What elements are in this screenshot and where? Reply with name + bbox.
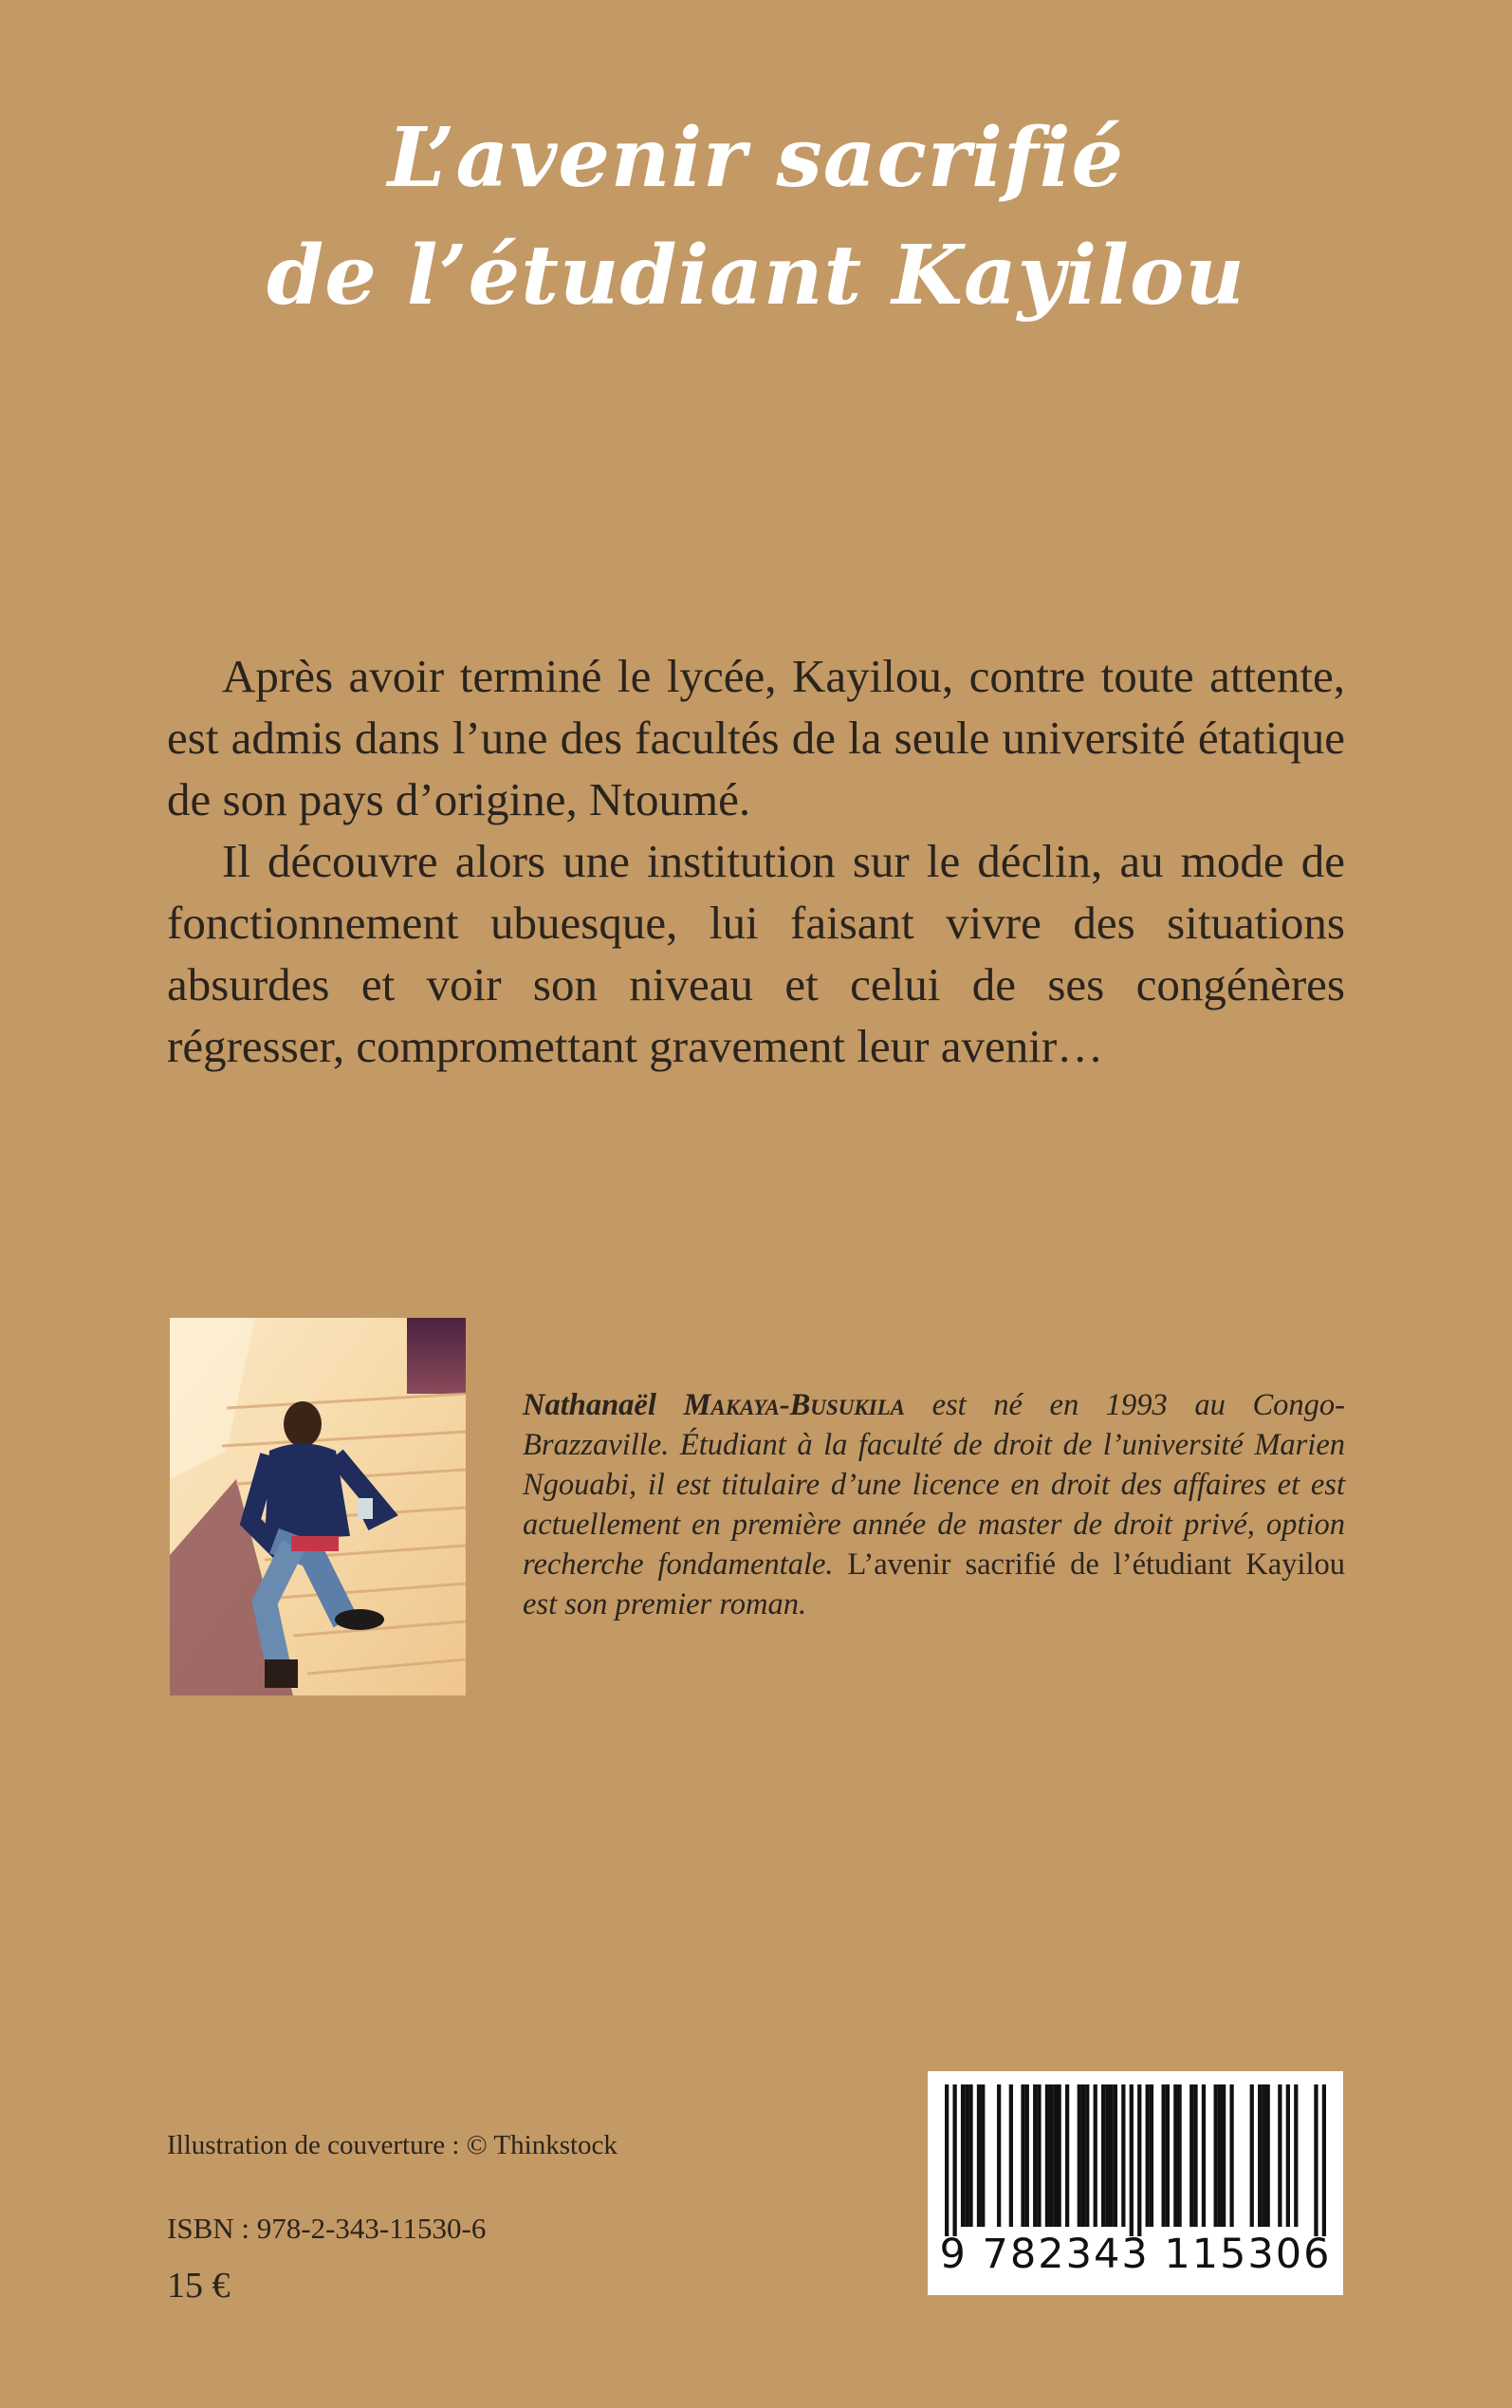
author-last-name: Makaya-Busukila (683, 1388, 905, 1422)
barcode-bar (1009, 2084, 1013, 2227)
barcode-bar (1078, 2084, 1081, 2227)
barcode-bar (1214, 2084, 1218, 2227)
barcode-bar (1137, 2084, 1141, 2236)
summary-paragraph-1: Après avoir terminé le lycée, Kayilou, contre toute attente, est admis dans l’une des facultés de la seule université étatique de son pays d’origine, Ntoumé. (167, 650, 1345, 825)
barcode-bar (1049, 2084, 1053, 2227)
barcode-bar (1193, 2084, 1197, 2227)
barcode-bar (1114, 2084, 1117, 2227)
barcode-bar (1085, 2084, 1089, 2227)
barcode-bar (1065, 2084, 1069, 2227)
barcode-bar (1322, 2084, 1326, 2236)
barcode-bar (1266, 2084, 1270, 2227)
barcode-bar (1105, 2084, 1109, 2227)
barcode-bar (1177, 2084, 1181, 2227)
barcode-bar (1202, 2084, 1206, 2227)
barcode-bar (1057, 2084, 1060, 2227)
barcode-bar (1025, 2084, 1029, 2227)
barcode-bar (1130, 2084, 1134, 2236)
barcode-bar (1021, 2084, 1024, 2227)
barcode-bar (1166, 2084, 1170, 2227)
barcode-bar (1229, 2084, 1233, 2227)
barcode-bar (1250, 2084, 1254, 2227)
barcode-bar (1045, 2084, 1049, 2227)
book-title-line-2: de l’étudiant Kayilou (267, 228, 1245, 324)
barcode-bar (1081, 2084, 1085, 2227)
cover-illustration-credit: Illustration de couverture : © Thinkstock (167, 2130, 618, 2160)
barcode-digits: 9 782343 115306 (939, 2231, 1332, 2278)
barcode-bar (1286, 2084, 1290, 2227)
author-first-name: Nathanaël (523, 1388, 684, 1422)
barcode-bar (952, 2084, 956, 2236)
barcode-bar (1033, 2084, 1037, 2227)
barcode-bar (1121, 2084, 1125, 2227)
isbn: ISBN : 978-2-343-11530-6 (167, 2212, 487, 2245)
author-bio-book-title: L’avenir sacrifié de l’étudiant Kayilou (833, 1547, 1345, 1582)
barcode-bar (997, 2084, 1001, 2227)
barcode-bar (1222, 2084, 1226, 2227)
barcode-bar (1101, 2084, 1105, 2227)
author-bio-closing: est son premier roman. (523, 1587, 807, 1621)
price: 15 € (167, 2266, 230, 2306)
author-bio-text: est né en 1993 au Congo-Brazzaville. Étudiant à la faculté de droit de l’université Marien Ngouabi, il est titulaire d’une licence en droit des affaires et est actuellement en première année de master de droit privé, option recherche fondamentale. (523, 1388, 1345, 1582)
barcode-bar (1294, 2084, 1298, 2227)
barcode-bar (1162, 2084, 1166, 2227)
summary-blurb (167, 645, 1345, 1077)
author-photo (170, 1318, 466, 1695)
summary-paragraph-2: Il découvre alors une institution sur le déclin, au mode de fonctionnement ubuesque, lui faisant vivre des situations absurdes et voir son niveau et celui de ses congénères régresser, compromettant gravement leur avenir… (167, 835, 1345, 1072)
barcode-bar (1109, 2084, 1113, 2227)
barcode-bar (1314, 2084, 1318, 2236)
barcode-bar (977, 2084, 981, 2227)
barcode-bar (1278, 2084, 1282, 2227)
barcode-bar (1262, 2084, 1265, 2227)
barcode-bar (1037, 2084, 1041, 2227)
barcode-bar (981, 2084, 985, 2227)
barcode-bar (1258, 2084, 1262, 2227)
barcode-bars (945, 2084, 1326, 2236)
barcode-bar (965, 2084, 968, 2227)
barcode-bar (1094, 2084, 1097, 2227)
barcode-bar (1053, 2084, 1057, 2227)
barcode-bar (1189, 2084, 1193, 2227)
barcode (928, 2071, 1343, 2295)
barcode-bar (1150, 2084, 1153, 2227)
barcode-bar (945, 2084, 949, 2236)
barcode-bar (1146, 2084, 1150, 2227)
book-title-line-1: L’avenir sacrifié (387, 110, 1125, 206)
barcode-bar (968, 2084, 972, 2227)
book-title (0, 100, 1512, 335)
barcode-bar (1218, 2084, 1222, 2227)
barcode-bar (961, 2084, 965, 2227)
author-bio (523, 1385, 1345, 1624)
barcode-bar (1173, 2084, 1177, 2227)
